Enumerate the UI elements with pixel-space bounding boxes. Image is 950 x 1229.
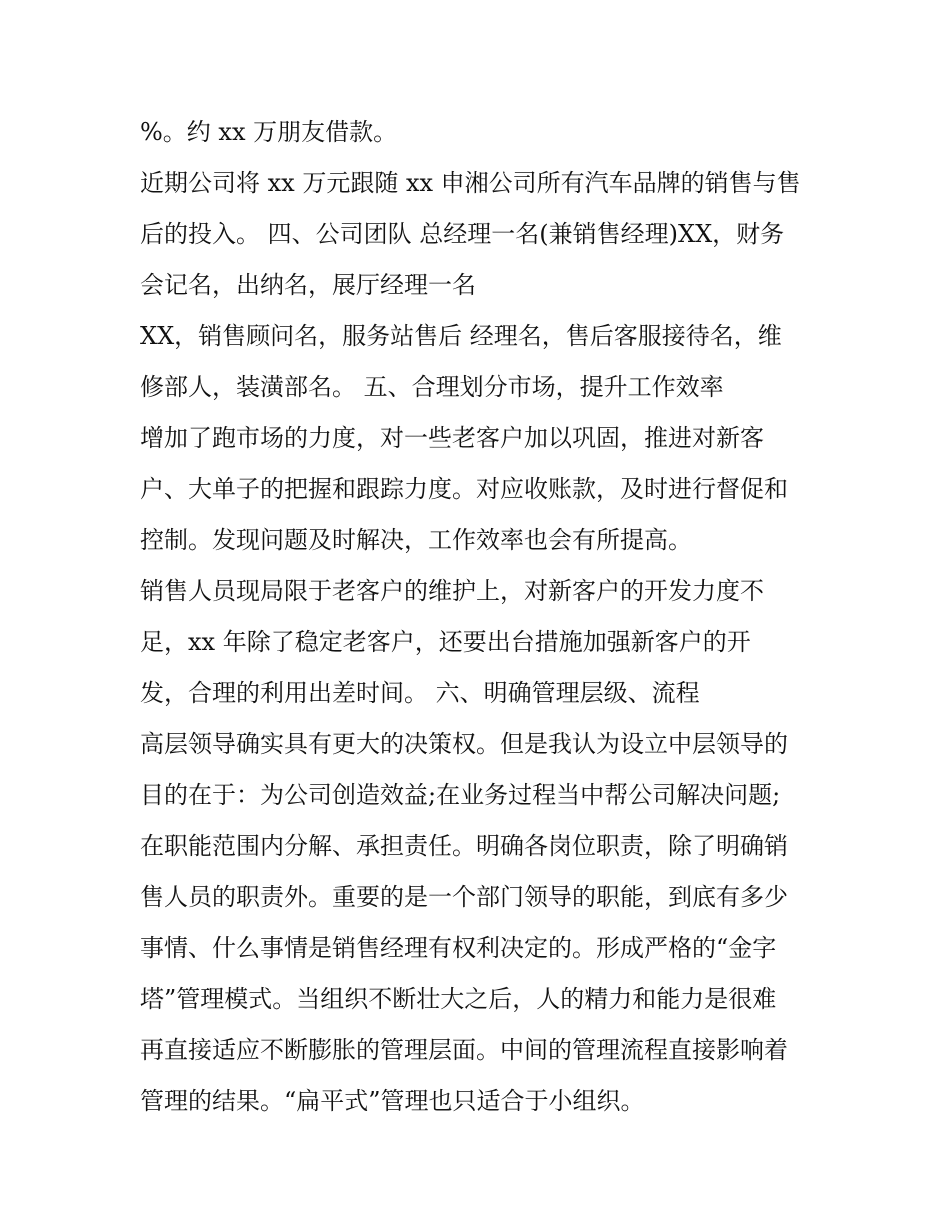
body-text [140,107,830,1127]
text-line: 目的在于：为公司创造效益;在业务过程当中帮公司解决问题; [140,781,781,809]
text-line: 修部人，装潢部名。 五、合理划分市场，提升工作效率 [140,373,724,401]
text-line: 管理的结果。“扁平式”管理也只适合于小组织。 [140,1087,645,1115]
text-line: 足，xx 年除了稳定老客户，还要出台措施加强新客户的开 [140,628,751,656]
text-line: 销售人员现局限于老客户的维护上，对新客户的开发力度不 [140,577,764,605]
text-line: 高层领导确实具有更大的决策权。但是我认为设立中层领导的 [140,730,788,758]
text-line: 近期公司将 xx 万元跟随 xx 申湘公司所有汽车品牌的销售与售 [140,169,801,197]
text-line: 发，合理的利用出差时间。 六、明确管理层级、流程 [140,679,700,707]
text-line: 事情、什么事情是销售经理有权利决定的。形成严格的“金字 [140,934,777,962]
text-line: 会记名，出纳名，展厅经理一名 [140,271,476,299]
text-line: 户、大单子的把握和跟踪力度。对应收账款，及时进行督促和 [140,475,788,503]
text-line: 在职能范围内分解、承担责任。明确各岗位职责，除了明确销 [140,832,788,860]
text-line: 增加了跑市场的力度，对一些老客户加以巩固，推进对新客 [140,424,764,452]
text-line: 再直接适应不断膨胀的管理层面。中间的管理流程直接影响着 [140,1036,788,1064]
text-line: 售人员的职责外。重要的是一个部门领导的职能，到底有多少 [140,883,788,911]
text-line: %。约 xx 万朋友借款。 [140,118,398,146]
text-line: 控制。发现问题及时解决，工作效率也会有所提高。 [140,526,692,554]
text-line: XX，销售顾问名，服务站售后 经理名，售后客服接待名，维 [140,322,782,350]
text-line: 后的投入。 四、公司团队 总经理一名(兼销售经理)XX，财务 [140,220,785,248]
text-line: 塔”管理模式。当组织不断壮大之后，人的精力和能力是很难 [140,985,777,1013]
